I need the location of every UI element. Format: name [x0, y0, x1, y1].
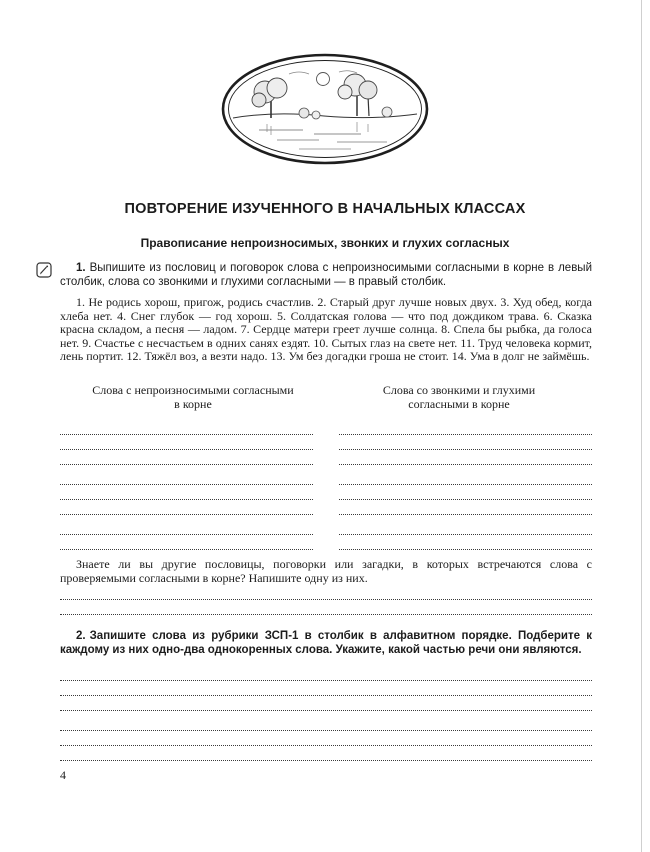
writing-line	[60, 520, 313, 535]
page-number: 4	[60, 768, 66, 782]
writing-line	[339, 535, 592, 550]
writing-line	[60, 731, 592, 746]
writing-line	[60, 485, 313, 500]
writing-line	[60, 666, 592, 681]
answer-lines-columns	[60, 420, 592, 550]
writing-line	[339, 435, 592, 450]
writing-line	[60, 470, 313, 485]
writing-line	[339, 485, 592, 500]
exercise-2-number: 2.	[76, 630, 86, 642]
proverbs-text: 1. Не родись хорош, пригож, родись счастлив. 2. Старый друг лучше новых двух. 3. Худ обед, когда хлеба нет. 4. Снег глубок — год хорош. 5. Солдатская голова — что под дождиком трава. 6. Сказка красна складом, а песня — ладом. 7. Сердце матери греет лучше солнца. 8. Спела бы рыбка, да голоса нет. 9. Счастье с несчастьем в одних санях ездят. 10. Сытых глаз на свете нет. 11. Труд человека кормит, лень портит. 12. Тяжёл воз, а везти надо. 13. Ум без догадки гроша не стоит. 14. Ума в долг не займёшь.	[60, 295, 592, 363]
exercise-1-instruction-text: Выпишите из пословиц и поговорок слова с непроизносимыми согласными в корне в левый столбик, слова со звонкими и глухими согласными — в правый столбик.	[60, 262, 592, 288]
writing-line	[60, 716, 592, 731]
right-column-header-cell	[326, 383, 592, 411]
exercise-2-answer-lines	[60, 666, 592, 761]
writing-line	[60, 450, 313, 465]
left-column-header: Слова с непроизносимыми согласными в корне	[92, 383, 294, 411]
exercise-2-instruction	[60, 630, 592, 657]
writing-line	[60, 585, 592, 600]
answer-column-headers	[60, 383, 592, 411]
writing-line	[339, 450, 592, 465]
right-answer-column	[339, 420, 592, 550]
writing-line	[60, 600, 592, 615]
exercise-1-followup: Знаете ли вы другие пословицы, поговорки или загадки, в которых встречаются слова с проверяемыми согласными в корне? Напишите одну из них.	[60, 557, 592, 585]
writing-line	[60, 681, 592, 696]
section-subtitle: Правописание непроизносимых, звонких и глухих согласных	[140, 236, 510, 250]
landscape-vignette-illustration	[219, 52, 431, 171]
exercise-1-number: 1.	[76, 262, 86, 274]
writing-line	[60, 535, 313, 550]
left-answer-column	[60, 420, 313, 550]
writing-line	[60, 746, 592, 761]
exercise-1	[60, 262, 592, 289]
writing-line	[339, 500, 592, 515]
left-column-header-cell	[60, 383, 326, 411]
writing-line	[60, 435, 313, 450]
followup-answer-lines	[60, 585, 592, 615]
landscape-vignette-drawing	[219, 52, 431, 166]
page-title: ПОВТОРЕНИЕ ИЗУЧЕННОГО В НАЧАЛЬНЫХ КЛАССАХ	[124, 201, 526, 217]
right-column-header: Слова со звонкими и глухими согласными в корне	[382, 383, 536, 411]
writing-line	[339, 520, 592, 535]
writing-line	[60, 696, 592, 711]
scan-edge-line	[641, 0, 642, 852]
pen-icon	[36, 262, 52, 278]
writing-line	[60, 420, 313, 435]
writing-line	[339, 470, 592, 485]
writing-line	[60, 500, 313, 515]
exercise-2-instruction-text: Запишите слова из рубрики ЗСП-1 в столбик в алфавитном порядке. Подберите к каждому из них одно-два однокоренных слова. Укажите, какой частью речи они являются.	[60, 630, 592, 656]
writing-line	[339, 420, 592, 435]
exercise-1-instruction	[60, 262, 592, 289]
